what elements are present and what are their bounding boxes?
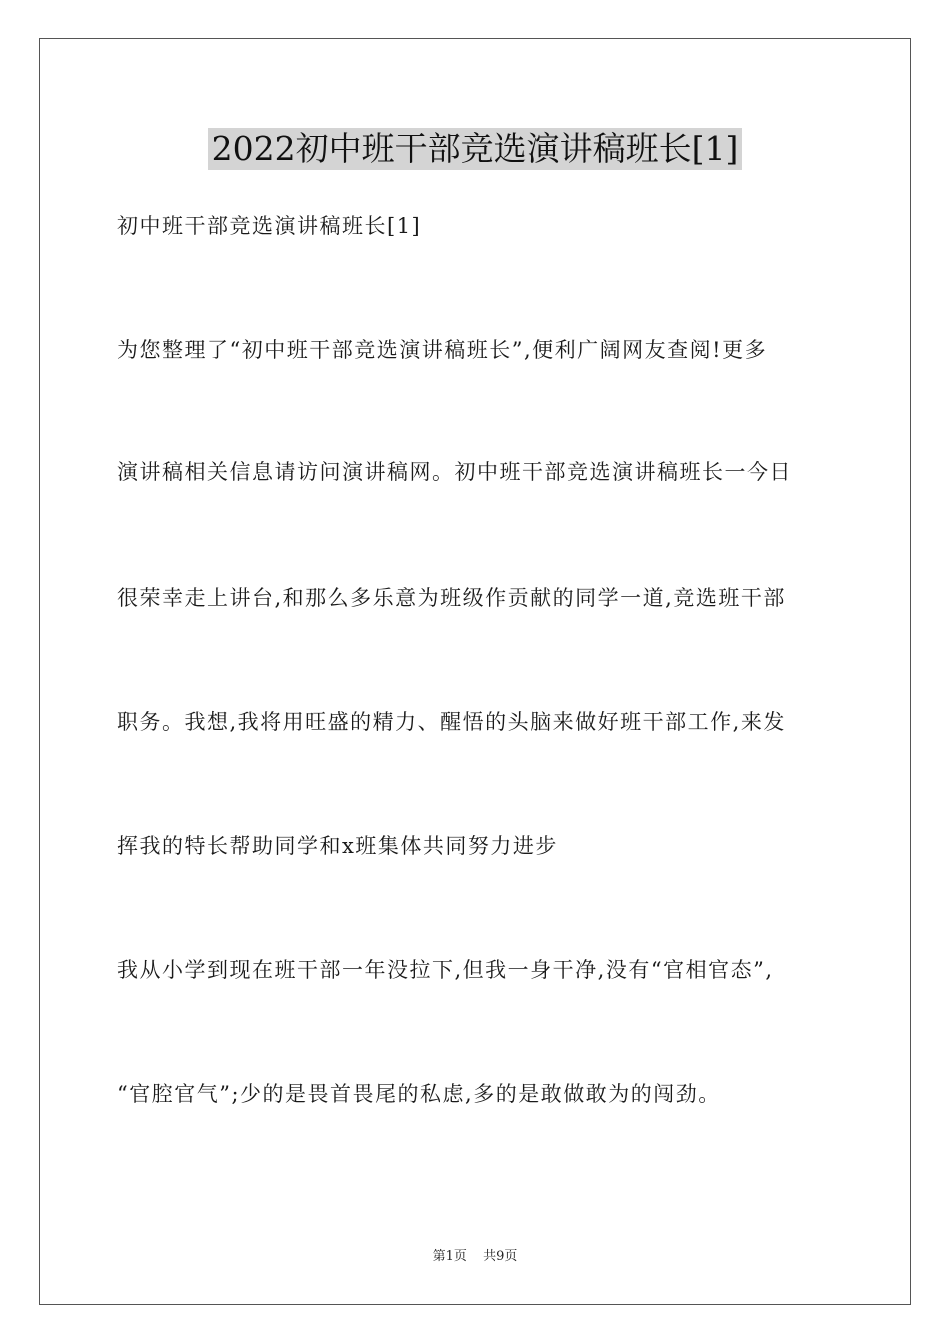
document-title: 2022初中班干部竞选演讲稿班长[1]: [208, 128, 743, 170]
body-line-subtitle: 初中班干部竞选演讲稿班长[1]: [117, 214, 422, 238]
page-footer: [0, 1248, 950, 1266]
body-line: 演讲稿相关信息请访问演讲稿网。初中班干部竞选演讲稿班长一今日: [117, 460, 792, 484]
page-number: 第1页: [432, 1249, 467, 1264]
page-total: 共9页: [483, 1249, 518, 1264]
body-line: “官腔官气”;少的是畏首畏尾的私虑,多的是敢做敢为的闯劲。: [117, 1082, 721, 1106]
body-line: 为您整理了“初中班干部竞选演讲稿班长”,便利广阔网友查阅!更多: [117, 338, 768, 362]
body-line: 我从小学到现在班干部一年没拉下,但我一身干净,没有“官相官态”,: [117, 958, 774, 982]
title-container: [0, 128, 950, 170]
body-line: 职务。我想,我将用旺盛的精力、醒悟的头脑来做好班干部工作,来发: [117, 710, 786, 734]
body-line: 挥我的特长帮助同学和x班集体共同努力进步: [117, 834, 558, 858]
body-line: 很荣幸走上讲台,和那么多乐意为班级作贡献的同学一道,竞选班干部: [117, 586, 786, 610]
